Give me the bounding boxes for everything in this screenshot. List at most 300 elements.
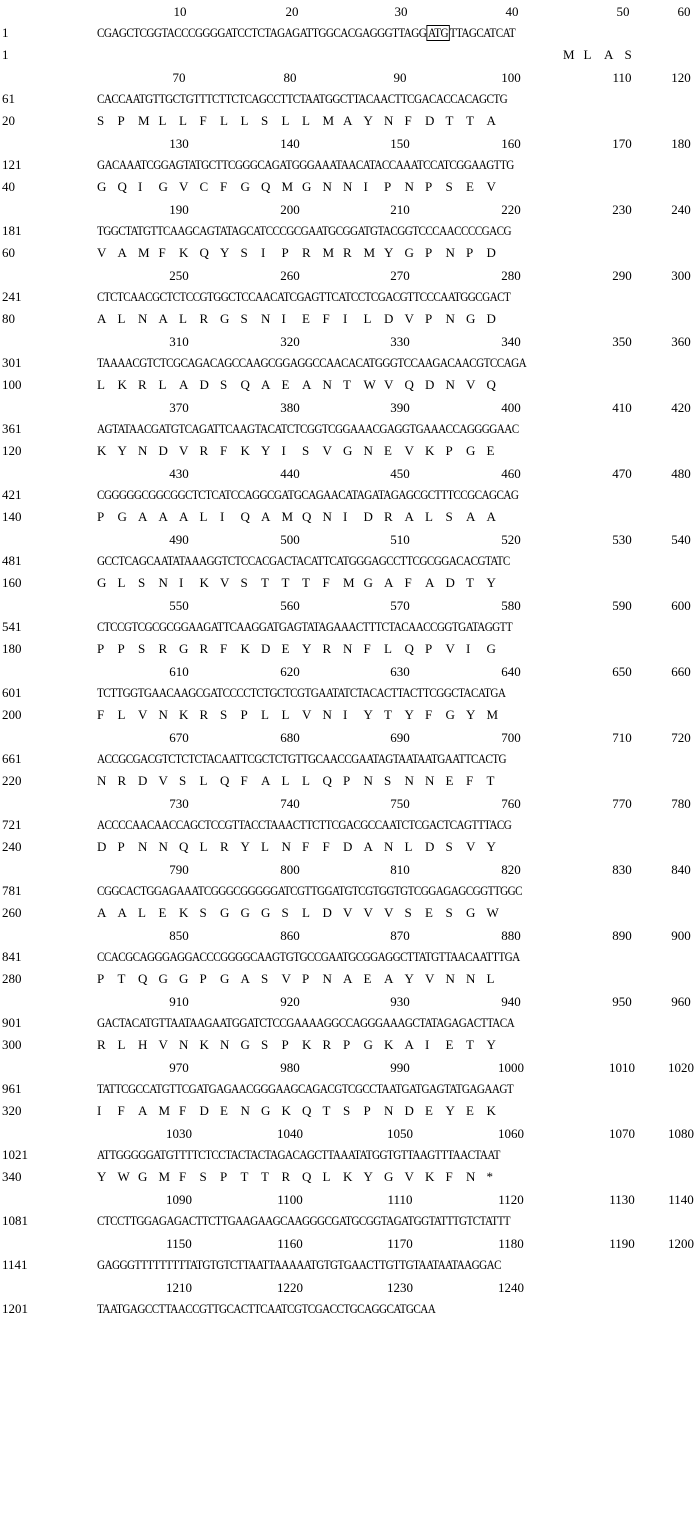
ruler-tick: 510 <box>390 532 410 547</box>
amino-acid-sequence <box>97 245 507 261</box>
amino-acid: Y <box>404 971 414 986</box>
amino-acid: T <box>240 1169 249 1184</box>
amino-acid: A <box>97 311 107 326</box>
amino-acid: F <box>199 113 207 128</box>
position-ruler <box>0 462 700 484</box>
ruler-tick: 860 <box>280 928 300 943</box>
amino-acid: N <box>138 443 148 458</box>
amino-acid-row <box>0 770 700 792</box>
amino-acid: K <box>486 1103 496 1118</box>
ruler-tick: 360 <box>671 334 691 349</box>
nucleotide-sequence: GCCTCAGCAATATAAAGGTCTCCACGACTACATTCATGGGAGCCTTCGCGGACACGTATC <box>97 554 510 568</box>
amino-acid: E <box>220 1103 228 1118</box>
amino-acid: P <box>240 707 248 722</box>
ruler-tick: 540 <box>671 532 691 547</box>
amino-acid: S <box>220 707 228 722</box>
ruler-tick: 940 <box>501 994 521 1009</box>
ruler-tick: 730 <box>169 796 189 811</box>
nucleotide-position: 1141 <box>2 1257 28 1272</box>
amino-acid-row <box>0 440 700 462</box>
amino-acid: G <box>363 575 373 590</box>
ruler-tick: 1220 <box>277 1280 303 1295</box>
amino-acid: N <box>343 179 353 194</box>
amino-acid: D <box>363 509 373 524</box>
amino-acid: V <box>445 641 455 656</box>
amino-acid: R <box>97 1037 106 1052</box>
amino-acid: P <box>97 641 105 656</box>
amino-acid: P <box>425 311 433 326</box>
ruler-tick: 890 <box>612 928 632 943</box>
ruler-tick: 160 <box>501 136 521 151</box>
amino-acid-row <box>0 176 700 198</box>
amino-acid: V <box>486 179 496 194</box>
amino-acid: V <box>425 971 435 986</box>
amino-acid-row <box>0 1166 700 1188</box>
amino-acid: K <box>384 1037 394 1052</box>
amino-acid: T <box>117 971 126 986</box>
amino-acid: P <box>97 971 105 986</box>
amino-acid: R <box>158 641 168 656</box>
nucleotide-position: 541 <box>2 619 22 634</box>
amino-acid: T <box>384 707 392 722</box>
ruler-tick: 130 <box>169 136 189 151</box>
amino-acid: N <box>322 179 332 194</box>
amino-acid-row <box>0 704 700 726</box>
amino-acid: I <box>466 641 471 656</box>
ruler-tick: 1090 <box>166 1192 192 1207</box>
amino-acid: G <box>302 179 312 194</box>
amino-acid: V <box>404 311 414 326</box>
nucleotide-row <box>0 814 700 836</box>
nucleotide-sequence: GAGGGTTTTTTTTTATGTGTCTTAATTAAAAATGTGTGAACTTGTTGTAATAATAAGGAC <box>97 1258 502 1272</box>
position-ruler <box>0 528 700 550</box>
amino-acid-position: 300 <box>2 1037 22 1052</box>
amino-acid: L <box>261 707 269 722</box>
amino-acid-sequence <box>97 575 507 591</box>
nucleotide-row <box>0 154 700 176</box>
amino-acid: G <box>97 575 107 590</box>
ruler-tick: 70 <box>172 70 186 85</box>
amino-acid: Y <box>384 245 394 260</box>
amino-acid: P <box>281 1037 289 1052</box>
nucleotide-row <box>0 748 700 770</box>
ruler-tick: 1100 <box>277 1192 303 1207</box>
amino-acid: P <box>302 971 310 986</box>
amino-acid: M <box>158 1169 171 1184</box>
amino-acid: R <box>343 245 352 260</box>
amino-acid: P <box>425 641 433 656</box>
nucleotide-row <box>0 352 700 374</box>
ruler-tick: 930 <box>390 994 410 1009</box>
amino-acid-sequence <box>563 47 645 63</box>
nucleotide-sequence: CTCCGTCGCGCGGAAGATTCAAGGATGAGTATAGAAACTTTCTACAACCGGTGATAGGTT <box>97 620 513 634</box>
amino-acid: L <box>404 839 413 854</box>
ruler-tick: 60 <box>677 4 691 19</box>
ruler-tick: 1020 <box>668 1060 694 1075</box>
ruler-tick: 640 <box>501 664 521 679</box>
position-ruler <box>0 726 700 748</box>
position-ruler <box>0 66 700 88</box>
nucleotide-row <box>0 1298 700 1320</box>
ruler-tick: 1030 <box>166 1126 192 1141</box>
position-ruler <box>0 132 700 154</box>
position-ruler <box>0 0 700 22</box>
amino-acid: V <box>384 377 394 392</box>
nucleotide-sequence: CGGCACTGGAGAAATCGGGCGGGGGATCGTTGGATGTCGTGGTGTCGGAGAGCGGTTGGC <box>97 884 522 898</box>
ruler-tick: 270 <box>390 268 410 283</box>
nucleotide-row <box>0 880 700 902</box>
amino-acid: A <box>404 1037 414 1052</box>
ruler-tick: 230 <box>612 202 632 217</box>
amino-acid: S <box>199 905 207 920</box>
ruler-tick: 80 <box>283 70 297 85</box>
nucleotide-row <box>0 616 700 638</box>
nucleotide-sequence: TAAAACGTCTCGCAGACAGCCAAGCGGAGGCCAACACATGGGTCCAAGACAACGTCCAGA <box>97 356 527 370</box>
amino-acid-sequence <box>97 971 507 987</box>
amino-acid: F <box>445 1169 453 1184</box>
nucleotide-row <box>0 550 700 572</box>
amino-acid-sequence <box>97 443 507 459</box>
amino-acid-sequence <box>97 1103 507 1119</box>
amino-acid: D <box>425 377 435 392</box>
amino-acid: S <box>138 641 146 656</box>
nucleotide-sequence: ACCGCGACGTCTCTCTACAATTCGCTCTGTTGCAACCGAATAGTAATAATGAATTCACTG <box>97 752 507 766</box>
amino-acid: Y <box>486 1037 496 1052</box>
amino-acid: I <box>363 179 368 194</box>
position-ruler <box>0 330 700 352</box>
amino-acid: G <box>384 1169 394 1184</box>
amino-acid: * <box>486 1169 493 1184</box>
nucleotide-position: 721 <box>2 817 22 832</box>
nucleotide-position: 901 <box>2 1015 22 1030</box>
ruler-tick: 830 <box>612 862 632 877</box>
amino-acid-row <box>0 308 700 330</box>
amino-acid: P <box>425 179 433 194</box>
amino-acid: V <box>343 905 353 920</box>
amino-acid: G <box>179 971 189 986</box>
ruler-tick: 660 <box>671 664 691 679</box>
ruler-tick: 200 <box>280 202 300 217</box>
ruler-tick: 910 <box>169 994 189 1009</box>
ruler-tick: 1060 <box>498 1126 524 1141</box>
amino-acid: M <box>158 1103 171 1118</box>
amino-acid: Q <box>138 971 148 986</box>
ruler-tick: 250 <box>169 268 189 283</box>
amino-acid: Q <box>404 641 414 656</box>
ruler-tick: 710 <box>612 730 632 745</box>
ruler-tick: 900 <box>671 928 691 943</box>
amino-acid: F <box>117 1103 125 1118</box>
position-ruler <box>0 198 700 220</box>
amino-acid: G <box>240 179 250 194</box>
amino-acid: T <box>261 575 269 590</box>
amino-acid: P <box>199 971 207 986</box>
ruler-tick: 790 <box>169 862 189 877</box>
amino-acid-row <box>0 968 700 990</box>
ruler-tick: 1130 <box>609 1192 635 1207</box>
ruler-tick: 990 <box>390 1060 410 1075</box>
amino-acid: N <box>425 773 435 788</box>
ruler-tick: 290 <box>612 268 632 283</box>
amino-acid: F <box>179 1169 187 1184</box>
amino-acid-row <box>0 242 700 264</box>
ruler-tick: 190 <box>169 202 189 217</box>
ruler-tick: 320 <box>280 334 300 349</box>
amino-acid-position: 320 <box>2 1103 22 1118</box>
amino-acid: T <box>445 113 454 128</box>
amino-acid-position: 120 <box>2 443 22 458</box>
ruler-tick: 520 <box>501 532 521 547</box>
ruler-tick: 1160 <box>277 1236 303 1251</box>
amino-acid-sequence <box>97 707 507 723</box>
amino-acid-sequence <box>97 641 507 657</box>
amino-acid: A <box>343 971 353 986</box>
amino-acid: D <box>486 311 496 326</box>
ruler-tick: 140 <box>280 136 300 151</box>
amino-acid: G <box>240 905 250 920</box>
amino-acid-position: 200 <box>2 707 22 722</box>
ruler-tick: 970 <box>169 1060 189 1075</box>
amino-acid: M <box>138 113 150 128</box>
amino-acid: G <box>97 179 107 194</box>
ruler-tick: 150 <box>390 136 410 151</box>
amino-acid-sequence <box>97 1037 507 1053</box>
amino-acid: A <box>240 971 250 986</box>
amino-acid: K <box>240 443 250 458</box>
amino-acid: T <box>343 377 351 392</box>
amino-acid: M <box>563 47 575 62</box>
amino-acid: N <box>466 1169 476 1184</box>
nucleotide-sequence: CTCTCAACGCTCTCCGTGGCTCCAACATCGAGTTCATCCTCGACGTTCCCAATGGCGACT <box>97 290 511 304</box>
amino-acid: A <box>466 509 476 524</box>
amino-acid: L <box>302 905 310 920</box>
amino-acid: P <box>445 443 453 458</box>
amino-acid: Y <box>97 1169 107 1184</box>
amino-acid: R <box>199 311 209 326</box>
amino-acid: F <box>322 575 330 590</box>
nucleotide-sequence: ACCCCAACAACCAGCTCCGTTACCTAAACTTCTTCGACGCCAATCTCGACTCAGTTTACG <box>97 818 512 832</box>
amino-acid: A <box>138 509 148 524</box>
amino-acid: D <box>261 641 271 656</box>
amino-acid: N <box>322 377 332 392</box>
nucleotide-row <box>0 1078 700 1100</box>
position-ruler <box>0 1188 700 1210</box>
amino-acid: M <box>322 113 335 128</box>
amino-acid-position: 220 <box>2 773 22 788</box>
amino-acid: F <box>240 773 248 788</box>
amino-acid: Y <box>486 575 496 590</box>
amino-acid: A <box>261 377 271 392</box>
amino-acid-row <box>0 638 700 660</box>
amino-acid: Q <box>240 377 250 392</box>
amino-acid: A <box>486 509 496 524</box>
amino-acid: L <box>261 839 269 854</box>
amino-acid-position: 60 <box>2 245 15 260</box>
amino-acid-sequence <box>97 179 507 195</box>
ruler-tick: 240 <box>671 202 691 217</box>
ruler-tick: 570 <box>390 598 410 613</box>
nucleotide-position: 421 <box>2 487 22 502</box>
amino-acid: N <box>404 773 414 788</box>
amino-acid-sequence <box>97 1169 507 1185</box>
amino-acid: I <box>281 443 286 458</box>
amino-acid: N <box>97 773 107 788</box>
amino-acid: L <box>117 575 126 590</box>
amino-acid: R <box>384 509 393 524</box>
nucleotide-row <box>0 1012 700 1034</box>
position-ruler <box>0 1122 700 1144</box>
amino-acid-sequence <box>97 509 507 525</box>
amino-acid: D <box>425 839 435 854</box>
ruler-tick: 340 <box>501 334 521 349</box>
ruler-tick: 1050 <box>387 1126 413 1141</box>
amino-acid: A <box>384 971 394 986</box>
ruler-tick: 800 <box>280 862 300 877</box>
amino-acid: I <box>281 311 286 326</box>
ruler-tick: 1150 <box>166 1236 192 1251</box>
nucleotide-sequence: CACCAATGTTGCTGTTTCTTCTCAGCCTTCTAATGGCTTACAACTTCGACACCACAGCTG <box>97 92 508 106</box>
amino-acid: K <box>281 1103 291 1118</box>
amino-acid: F <box>404 113 412 128</box>
amino-acid: N <box>281 839 291 854</box>
amino-acid: F <box>179 1103 187 1118</box>
ruler-tick: 430 <box>169 466 189 481</box>
amino-acid: Y <box>445 1103 455 1118</box>
amino-acid: P <box>281 245 289 260</box>
amino-acid-row <box>0 110 700 132</box>
amino-acid: G <box>220 971 230 986</box>
ruler-tick: 770 <box>612 796 632 811</box>
amino-acid: T <box>322 1103 331 1118</box>
ruler-tick: 1180 <box>498 1236 524 1251</box>
ruler-tick: 440 <box>280 466 300 481</box>
amino-acid: G <box>445 707 455 722</box>
amino-acid: V <box>138 707 148 722</box>
amino-acid: L <box>117 311 126 326</box>
amino-acid: R <box>220 839 229 854</box>
ruler-tick: 300 <box>671 268 691 283</box>
ruler-tick: 610 <box>169 664 189 679</box>
ruler-tick: 580 <box>501 598 521 613</box>
amino-acid: F <box>322 839 330 854</box>
ruler-tick: 740 <box>280 796 300 811</box>
amino-acid: N <box>466 971 476 986</box>
amino-acid: N <box>363 443 373 458</box>
amino-acid: D <box>384 311 394 326</box>
amino-acid: I <box>343 707 348 722</box>
ruler-tick: 960 <box>671 994 691 1009</box>
amino-acid: S <box>445 839 453 854</box>
nucleotide-row <box>0 682 700 704</box>
ruler-tick: 1080 <box>668 1126 694 1141</box>
amino-acid: Y <box>363 1169 373 1184</box>
ruler-tick: 420 <box>671 400 691 415</box>
amino-acid: N <box>322 509 332 524</box>
amino-acid: G <box>138 1169 148 1184</box>
amino-acid-row <box>0 374 700 396</box>
amino-acid: D <box>404 1103 414 1118</box>
amino-acid: E <box>466 179 474 194</box>
amino-acid: I <box>179 575 184 590</box>
ruler-tick: 480 <box>671 466 691 481</box>
position-ruler <box>0 924 700 946</box>
amino-acid: V <box>466 377 476 392</box>
nucleotide-sequence: GACTACATGTTAATAAGAATGGATCTCCGAAAAGGCCAGGGAAAGCTATAGAGACTTACA <box>97 1016 515 1030</box>
amino-acid: L <box>117 1037 126 1052</box>
ruler-tick: 220 <box>501 202 521 217</box>
amino-acid: M <box>138 245 150 260</box>
amino-acid: N <box>322 707 332 722</box>
ruler-tick: 500 <box>280 532 300 547</box>
amino-acid: L <box>384 641 392 656</box>
amino-acid: F <box>466 773 474 788</box>
nucleotide-row <box>0 1254 700 1276</box>
nucleotide-position: 1 <box>2 25 9 40</box>
ruler-tick: 670 <box>169 730 189 745</box>
amino-acid: N <box>384 839 394 854</box>
amino-acid: V <box>466 839 476 854</box>
ruler-tick: 370 <box>169 400 189 415</box>
amino-acid: N <box>138 839 148 854</box>
amino-acid: G <box>117 509 127 524</box>
amino-acid: G <box>261 1103 271 1118</box>
amino-acid: K <box>179 905 189 920</box>
ruler-tick: 180 <box>671 136 691 151</box>
amino-acid: P <box>117 641 125 656</box>
amino-acid: F <box>322 311 330 326</box>
amino-acid: N <box>445 311 455 326</box>
nucleotide-sequence: ATTGGGGGATGTTTTCTCCTACTACTAGACAGCTTAAATATGGTGTTAAGTTTAACTAAT <box>97 1148 500 1162</box>
amino-acid: S <box>302 443 310 458</box>
amino-acid: L <box>281 113 290 128</box>
amino-acid: S <box>240 575 248 590</box>
amino-acid: F <box>363 641 371 656</box>
amino-acid: E <box>384 443 392 458</box>
amino-acid: N <box>322 971 332 986</box>
amino-acid: Q <box>240 509 250 524</box>
position-ruler <box>0 1056 700 1078</box>
amino-acid: D <box>486 245 496 260</box>
ruler-tick: 560 <box>280 598 300 613</box>
position-ruler <box>0 1276 700 1298</box>
nucleotide-position: 1201 <box>2 1301 28 1316</box>
nucleotide-position: 241 <box>2 289 22 304</box>
amino-acid: E <box>445 1037 454 1052</box>
amino-acid: G <box>363 1037 373 1052</box>
amino-acid: L <box>281 707 290 722</box>
amino-acid: F <box>425 707 433 722</box>
ruler-tick: 1070 <box>609 1126 635 1141</box>
amino-acid: P <box>384 179 392 194</box>
amino-acid: Y <box>404 707 414 722</box>
amino-acid: P <box>343 773 351 788</box>
amino-acid: N <box>158 839 168 854</box>
amino-acid: R <box>199 707 209 722</box>
amino-acid: I <box>138 179 143 194</box>
nucleotide-sequence: CGAGCTCGGTACCCGGGGATCCTCTAGAGATTGGCACGAGGGTTAGG ATG TTAGCATCAT <box>97 26 516 40</box>
amino-acid: L <box>199 509 208 524</box>
amino-acid: G <box>220 905 230 920</box>
amino-acid: Y <box>240 839 250 854</box>
amino-acid: K <box>179 245 189 260</box>
amino-acid: V <box>404 443 414 458</box>
amino-acid: R <box>199 641 209 656</box>
amino-acid: L <box>322 1169 331 1184</box>
amino-acid: P <box>97 509 105 524</box>
amino-acid: N <box>343 641 353 656</box>
amino-acid-position: 340 <box>2 1169 22 1184</box>
amino-acid: K <box>199 1037 209 1052</box>
